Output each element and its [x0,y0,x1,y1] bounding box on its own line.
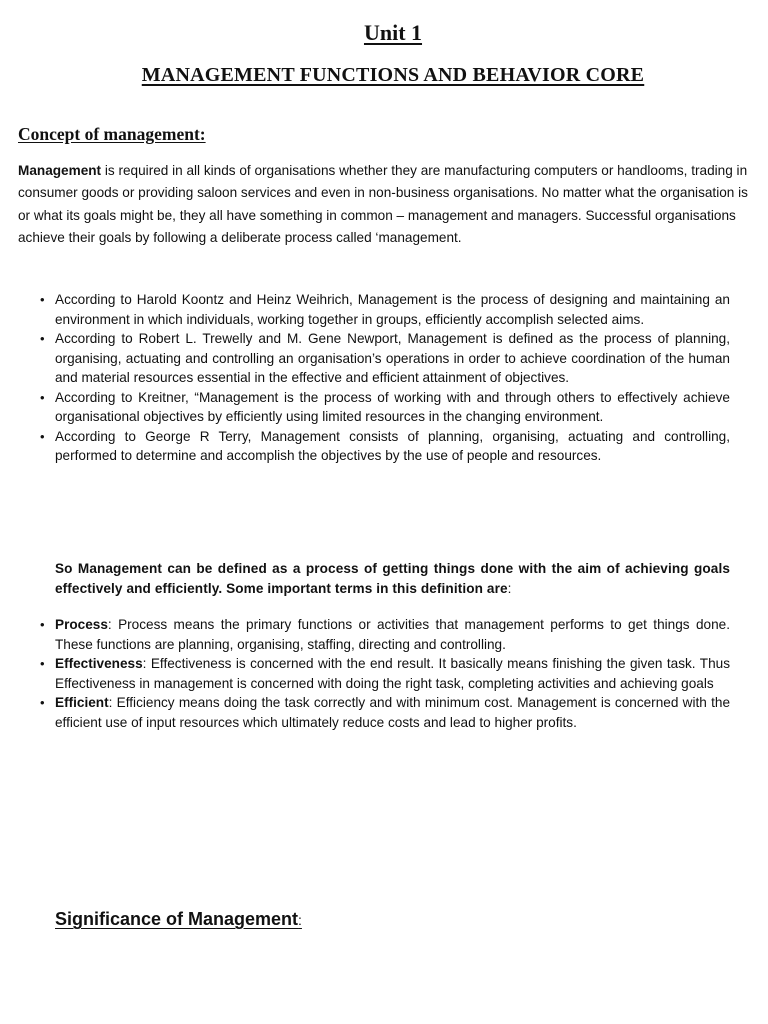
intro-paragraph [18,160,748,250]
term-text: : Efficiency means doing the task correctly and with minimum cost. Management is concerned with the efficient use of input resources which ultimately reduce costs and lead to higher profits. [55,695,730,730]
term-name: Process [55,617,108,632]
term-item [40,693,730,732]
intro-bold-term: Management [18,163,102,178]
concept-heading: Concept of management: [18,124,206,144]
main-title: MANAGEMENT FUNCTIONS AND BEHAVIOR CORE [141,64,645,86]
definitions-list [40,290,730,466]
significance-colon: : [298,912,302,928]
bullet-icon: • [40,656,45,671]
definition-item [40,388,730,427]
bullet-icon: • [40,617,45,632]
bullet-icon: • [40,695,45,710]
definition-item [40,329,730,388]
bullet-icon: • [40,292,45,307]
intro-text: is required in all kinds of organisations whether they are manufacturing computers or handlooms, trading in consumer goods or providing saloon services and even in non-business organisations. No matter what the organisation is or what its goals might be, they all have something in common – management and managers. Successful organisations achieve their goals by following a deliberate process called ‘management. [18,163,748,246]
definition-text: According to Robert L. Trewelly and M. Gene Newport, Management is defined as the process of planning, organising, actuating and controlling an organisation’s operations in order to achieve coordination of the human and material resources essential in the effective and efficient attainment of objectives. [55,331,730,385]
definition-item [40,427,730,466]
term-item [40,654,730,693]
term-name: Effectiveness [55,656,143,671]
bullet-icon: • [40,428,45,444]
significance-heading [55,909,302,930]
summary-colon: : [507,580,512,596]
significance-heading-text: Significance of Management [55,909,299,929]
terms-list [40,615,730,732]
summary-paragraph [55,559,730,598]
term-item [40,615,730,654]
unit-title: Unit 1 [363,20,423,45]
bullet-icon: • [40,331,45,346]
definition-text: According to Harold Koontz and Heinz Weihrich, Management is the process of designing and maintaining an environment in which individuals, working together in groups, efficiently accomplish selected aims. [55,292,730,327]
summary-bold-text: So Management can be defined as a process of getting things done with the aim of achieving goals effectively and efficiently. Some important terms in this definition are [55,561,730,596]
term-text: : Process means the primary functions or activities that management performs to get things done. These functions are planning, organising, staffing, directing and controlling. [55,617,730,652]
definition-text: According to Kreitner, “Management is the process of working with and through others to effectively achieve organisational objectives by efficiently using limited resources in the changing environment. [55,389,730,424]
bullet-icon: • [40,389,45,405]
term-name: Efficient [55,695,109,710]
definition-item [40,290,730,329]
term-text: : Effectiveness is concerned with the end result. It basically means finishing the given task. Thus Effectiveness in management is concerned with doing the right task, completing activities and achieving goals [55,656,730,691]
definition-text: According to George R Terry, Management consists of planning, organising, actuating and controlling, performed to determine and accomplish the objectives by the use of people and resources. [55,428,730,463]
